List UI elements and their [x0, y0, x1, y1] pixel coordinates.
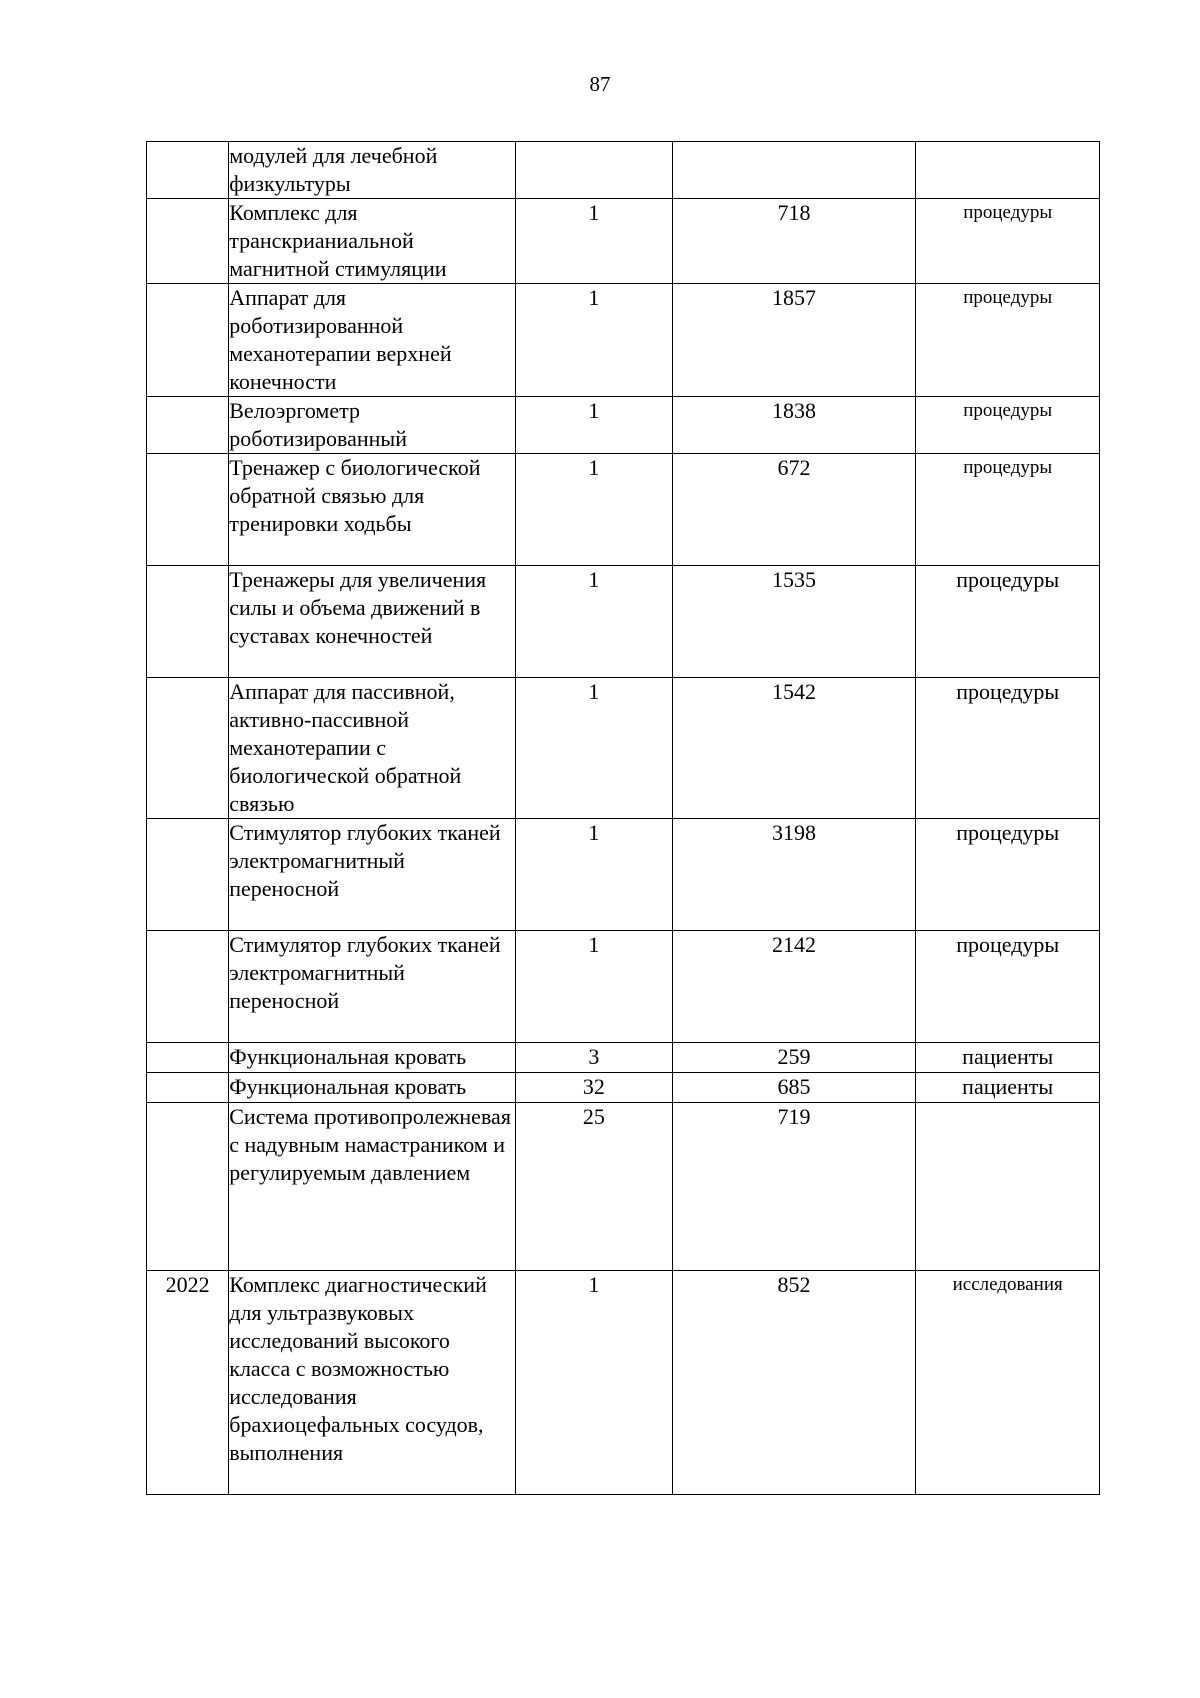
year-cell — [147, 454, 229, 566]
value-cell: 719 — [672, 1103, 916, 1271]
quantity-cell: 1 — [516, 931, 672, 1043]
year-cell — [147, 284, 229, 397]
value-cell: 259 — [672, 1043, 916, 1073]
equipment-name-cell: Система противопролежневая с надувным намастраником и регулируемым давлением — [229, 1103, 516, 1271]
table-row — [147, 566, 1100, 678]
equipment-name-cell: модулей для лечебной физкультуры — [229, 142, 516, 199]
unit-cell: процедуры — [916, 284, 1100, 397]
table-row — [147, 142, 1100, 199]
unit-cell: процедуры — [916, 199, 1100, 284]
equipment-name-cell: Стимулятор глубоких тканей электромагнитный переносной — [229, 931, 516, 1043]
unit-cell: процедуры — [916, 397, 1100, 454]
year-cell — [147, 931, 229, 1043]
table-row — [147, 931, 1100, 1043]
value-cell — [672, 142, 916, 199]
value-cell: 1838 — [672, 397, 916, 454]
table-row — [147, 819, 1100, 931]
year-cell — [147, 678, 229, 819]
unit-cell: исследования — [916, 1271, 1100, 1495]
quantity-cell: 32 — [516, 1073, 672, 1103]
year-cell — [147, 1103, 229, 1271]
quantity-cell: 25 — [516, 1103, 672, 1271]
year-cell — [147, 397, 229, 454]
equipment-name-cell: Велоэргометр роботизированный — [229, 397, 516, 454]
value-cell: 3198 — [672, 819, 916, 931]
year-cell — [147, 199, 229, 284]
unit-cell: процедуры — [916, 931, 1100, 1043]
page-number: 87 — [589, 72, 611, 96]
year-cell — [147, 142, 229, 199]
equipment-name-cell: Тренажеры для увеличения силы и объема движений в суставах конечностей — [229, 566, 516, 678]
quantity-cell: 3 — [516, 1043, 672, 1073]
quantity-cell: 1 — [516, 284, 672, 397]
year-cell — [147, 819, 229, 931]
quantity-cell: 1 — [516, 1271, 672, 1495]
year-cell — [147, 1073, 229, 1103]
table-row — [147, 397, 1100, 454]
quantity-cell: 1 — [516, 678, 672, 819]
unit-cell: пациенты — [916, 1073, 1100, 1103]
value-cell: 1542 — [672, 678, 916, 819]
equipment-name-cell: Аппарат для пассивной, активно-пассивной механотерапии с биологической обратной связью — [229, 678, 516, 819]
year-cell: 2022 — [147, 1271, 229, 1495]
equipment-name-cell: Аппарат для роботизированной механотерапии верхней конечности — [229, 284, 516, 397]
table-row — [147, 454, 1100, 566]
table-row — [147, 1073, 1100, 1103]
quantity-cell: 1 — [516, 397, 672, 454]
table-row — [147, 1043, 1100, 1073]
unit-cell: процедуры — [916, 678, 1100, 819]
year-cell — [147, 1043, 229, 1073]
equipment-name-cell: Функциональная кровать — [229, 1073, 516, 1103]
value-cell: 685 — [672, 1073, 916, 1103]
unit-cell: процедуры — [916, 819, 1100, 931]
value-cell: 672 — [672, 454, 916, 566]
value-cell: 718 — [672, 199, 916, 284]
value-cell: 1857 — [672, 284, 916, 397]
table-row — [147, 678, 1100, 819]
unit-cell: процедуры — [916, 566, 1100, 678]
quantity-cell — [516, 142, 672, 199]
quantity-cell: 1 — [516, 819, 672, 931]
table-row — [147, 1103, 1100, 1271]
quantity-cell: 1 — [516, 454, 672, 566]
unit-cell: процедуры — [916, 454, 1100, 566]
equipment-name-cell: Функциональная кровать — [229, 1043, 516, 1073]
table-row — [147, 284, 1100, 397]
value-cell: 1535 — [672, 566, 916, 678]
equipment-name-cell: Тренажер с биологической обратной связью для тренировки ходьбы — [229, 454, 516, 566]
table-row — [147, 199, 1100, 284]
equipment-name-cell: Стимулятор глубоких тканей электромагнитный переносной — [229, 819, 516, 931]
equipment-name-cell: Комплекс для транскрианиальной магнитной стимуляции — [229, 199, 516, 284]
table-row — [147, 1271, 1100, 1495]
unit-cell — [916, 142, 1100, 199]
value-cell: 852 — [672, 1271, 916, 1495]
value-cell: 2142 — [672, 931, 916, 1043]
equipment-table — [146, 141, 1100, 1495]
unit-cell: пациенты — [916, 1043, 1100, 1073]
year-cell — [147, 566, 229, 678]
quantity-cell: 1 — [516, 566, 672, 678]
unit-cell — [916, 1103, 1100, 1271]
quantity-cell: 1 — [516, 199, 672, 284]
equipment-name-cell: Комплекс диагностический для ультразвуковых исследований высокого класса с возможностью исследования брахиоцефальных сосудов, выполнения — [229, 1271, 516, 1495]
